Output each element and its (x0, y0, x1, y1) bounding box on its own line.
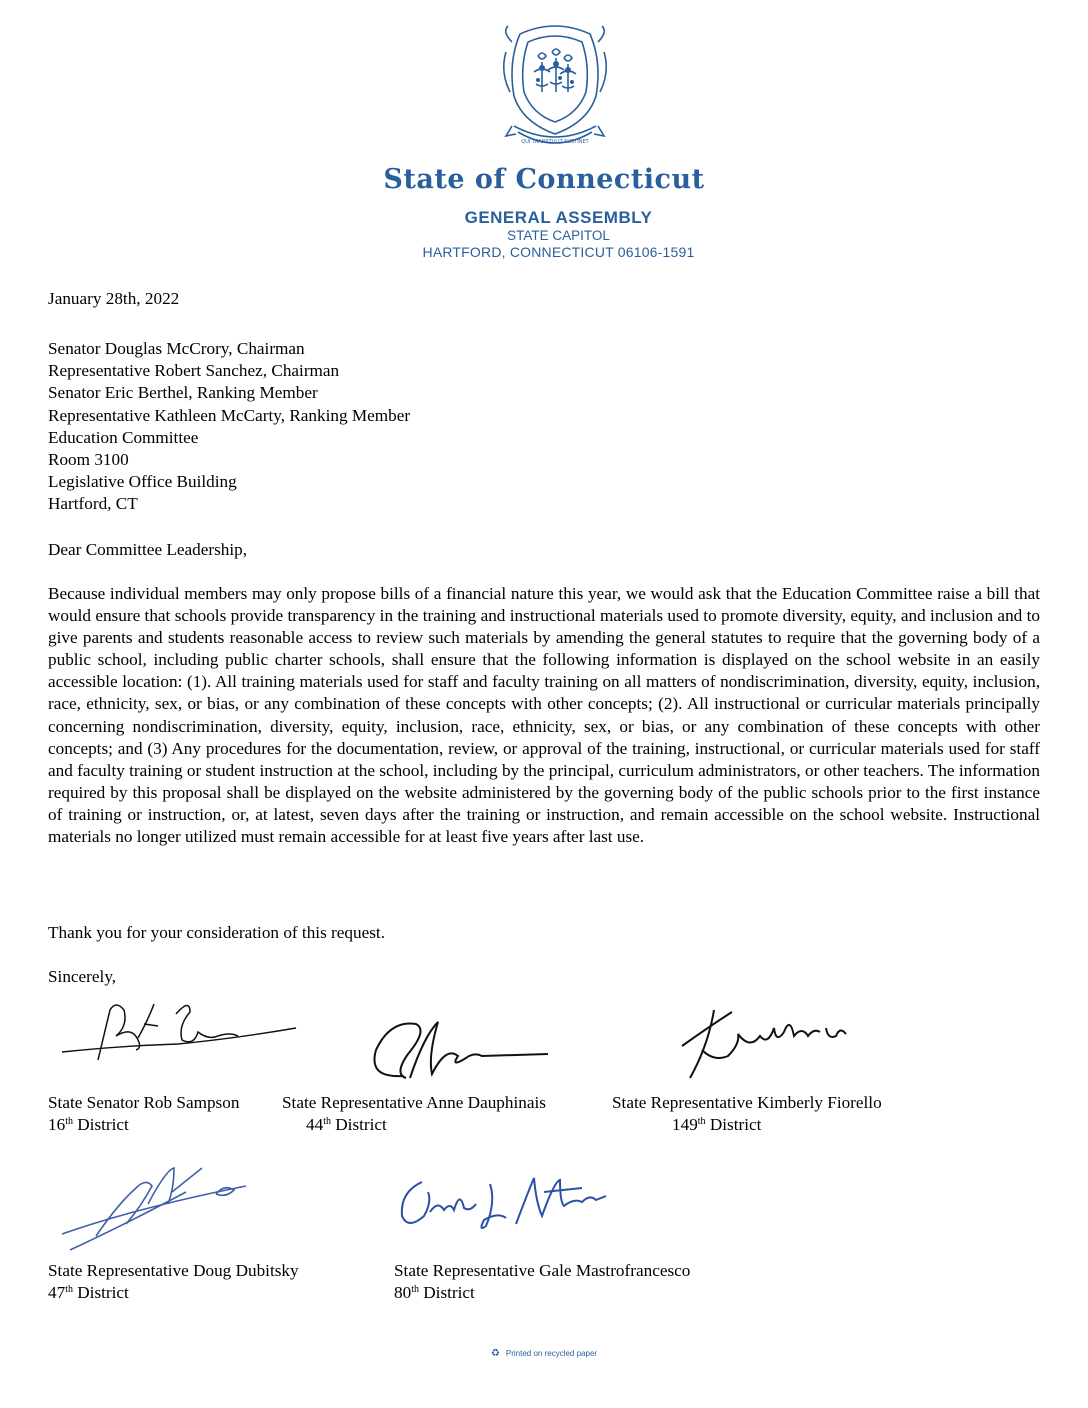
letter-date: January 28th, 2022 (48, 289, 180, 308)
signer-name: State Senator Rob Sampson (48, 1093, 240, 1112)
recycled-paper-footer (0, 1348, 1088, 1359)
signature-fiorello (680, 1006, 856, 1080)
body-paragraph: Because individual members may only propose bills of a financial nature this year, we would ask that the Education Committee raise a bill that would ensure that schools provide transparency in the training and instructional materials used to promote diversity, equity, and inclusion and to give parents and students reasonable access to review such materials by amending the general statutes to require that the governing body of a public school, including public charter schools, shall ensure that the following information is displayed on the school website in an easily accessible location: (1). All training materials used for staff and faculty training on all matters of nondiscrimination, diversity, equity, inclusion, race, ethnicity, sex, or bias, or any combination of these concepts with other concepts; (2). All instructional or curricular materials principally concerning nondiscrimination, diversity, equity, inclusion, race, ethnicity, sex, or bias, or any combination of these concepts with other concepts; and (3) Any procedures for the documentation, review, or approval of the training, instructional, or curricular materials used for staff and faculty training or student instruction at the school, including by the principal, curriculum administrators, or other teachers. The information required by this proposal shall be displayed on the website administered by the governing body of the public schools prior to the first instance of training or instruction, or, at latest, seven days after the training or instruction, and remain accessible on the school website. Instructional materials no longer utilized must remain accessible for at least five years after last use. (48, 584, 1040, 847)
signer-district: 44th District (306, 1115, 387, 1134)
signer-name: State Representative Anne Dauphinais (282, 1093, 546, 1112)
signature-sampson (58, 996, 300, 1068)
recycle-icon: ♻ (490, 1348, 500, 1359)
letterhead-capitol: STATE CAPITOL (507, 228, 610, 243)
recipient-line: Room 3100 (48, 450, 129, 470)
recipient-address-block (48, 338, 410, 516)
recipient-line: Legislative Office Building (48, 472, 237, 492)
closing-line: Sincerely, (48, 967, 117, 986)
recipient-line: Senator Eric Berthel, Ranking Member (48, 383, 318, 403)
signer-district: 80th District (394, 1283, 475, 1302)
signer-district: 16th District (48, 1115, 129, 1134)
recipient-line: Representative Kathleen McCarty, Ranking Member (48, 405, 411, 425)
state-seal (498, 22, 612, 162)
signer-name: State Representative Doug Dubitsky (48, 1261, 299, 1280)
signature-mastrofrancesco (394, 1172, 608, 1234)
signer-district: 47th District (48, 1283, 129, 1302)
letterhead-assembly: GENERAL ASSEMBLY (464, 208, 653, 227)
thanks-line: Thank you for your consideration of this request. (48, 923, 385, 942)
letterhead-state-name: State of Connecticut (383, 164, 705, 195)
recipient-line: Senator Douglas McCrory, Chairman (48, 339, 305, 358)
state-seal-icon (498, 22, 612, 162)
letterhead-city: HARTFORD, CONNECTICUT 06106-1591 (422, 244, 695, 260)
recipient-line: Representative Robert Sanchez, Chairman (48, 361, 340, 381)
seal-motto: QUI TRANSTULIT SUSTINET (521, 139, 589, 145)
signer-name: State Representative Kimberly Fiorello (612, 1093, 882, 1112)
signer-district: 149th District (672, 1115, 762, 1134)
salutation: Dear Committee Leadership, (48, 540, 248, 559)
recipient-line: Hartford, CT (48, 494, 138, 514)
signature-dauphinais (366, 1016, 550, 1088)
footer-text: Printed on recycled paper (505, 1349, 598, 1358)
signer-name: State Representative Gale Mastrofrancesco (394, 1261, 691, 1280)
recipient-line: Education Committee (48, 427, 199, 447)
signature-dubitsky (56, 1164, 250, 1254)
